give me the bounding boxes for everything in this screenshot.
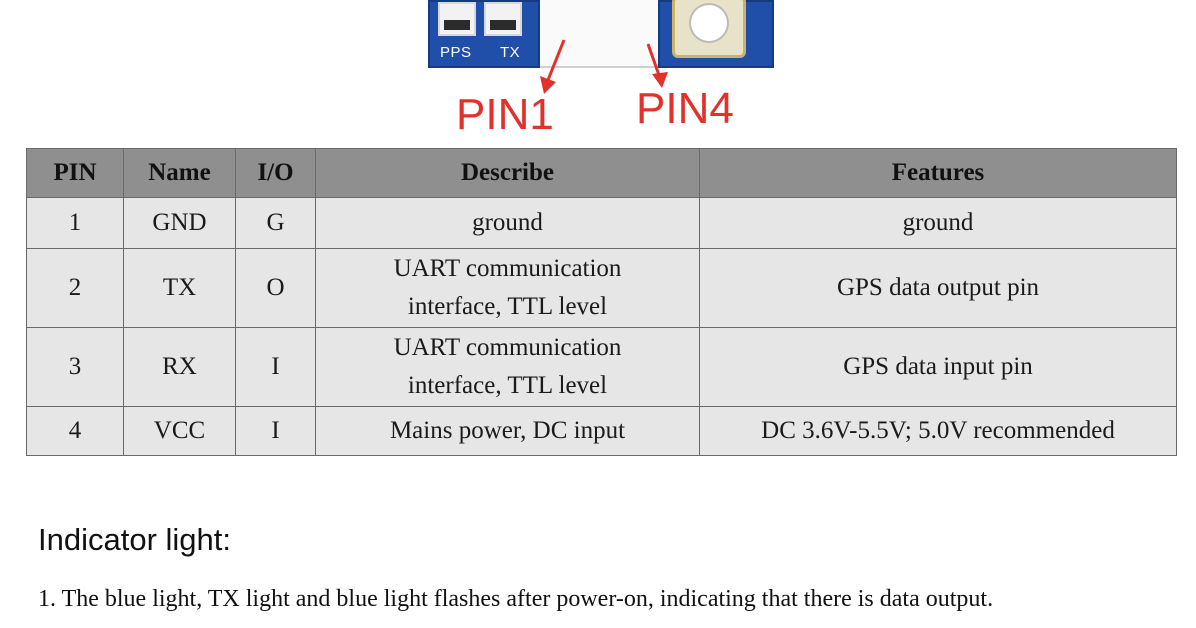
tx-label: TX bbox=[500, 44, 521, 61]
cell-describe bbox=[316, 249, 700, 328]
pin4-callout: PIN4 bbox=[636, 84, 734, 133]
table-row bbox=[27, 198, 1177, 249]
cell-features: DC 3.6V-5.5V; 5.0V recommended bbox=[700, 407, 1177, 456]
header-pin: PIN bbox=[27, 149, 124, 198]
cell-pin: 4 bbox=[27, 407, 124, 456]
cell-pin: 3 bbox=[27, 328, 124, 407]
cell-pin: 2 bbox=[27, 249, 124, 328]
antenna-icon bbox=[672, 0, 746, 58]
header-io: I/O bbox=[236, 149, 316, 198]
table-row bbox=[27, 328, 1177, 407]
describe-line: ground bbox=[472, 209, 543, 236]
cell-describe bbox=[316, 407, 700, 456]
describe-line: Mains power, DC input bbox=[389, 417, 626, 444]
table-row bbox=[27, 249, 1177, 328]
cell-io: I bbox=[236, 407, 316, 456]
cell-name: RX bbox=[124, 328, 236, 407]
cell-pin: 1 bbox=[27, 198, 124, 249]
describe-line: interface, TTL level bbox=[407, 293, 608, 320]
cell-features: GPS data output pin bbox=[700, 249, 1177, 328]
cell-features: GPS data input pin bbox=[700, 328, 1177, 407]
cell-io: O bbox=[236, 249, 316, 328]
pin1-arrow-icon bbox=[536, 36, 576, 96]
table-row bbox=[27, 407, 1177, 456]
pps-label: PPS bbox=[440, 44, 472, 61]
header-features: Features bbox=[700, 149, 1177, 198]
cell-name: TX bbox=[124, 249, 236, 328]
header-describe: Describe bbox=[316, 149, 700, 198]
cell-describe bbox=[316, 198, 700, 249]
gps-module-board-image bbox=[428, 0, 774, 70]
describe-line: UART communication bbox=[393, 334, 622, 361]
tx-pad bbox=[484, 2, 522, 36]
cell-io: G bbox=[236, 198, 316, 249]
table-header-row bbox=[27, 149, 1177, 198]
describe-line: interface, TTL level bbox=[407, 372, 608, 399]
pin1-callout: PIN1 bbox=[456, 90, 554, 139]
cell-name: VCC bbox=[124, 407, 236, 456]
cell-describe bbox=[316, 328, 700, 407]
cell-features: ground bbox=[700, 198, 1177, 249]
cell-io: I bbox=[236, 328, 316, 407]
board-left-section bbox=[428, 0, 540, 68]
pps-pad bbox=[438, 2, 476, 36]
cell-name: GND bbox=[124, 198, 236, 249]
header-name: Name bbox=[124, 149, 236, 198]
describe-line: UART communication bbox=[393, 255, 622, 282]
section-heading: Indicator light: bbox=[38, 522, 231, 557]
indicator-note: 1. The blue light, TX light and blue light flashes after power-on, indicating that there is data output. bbox=[38, 586, 994, 612]
pin-definition-table bbox=[26, 148, 1177, 456]
